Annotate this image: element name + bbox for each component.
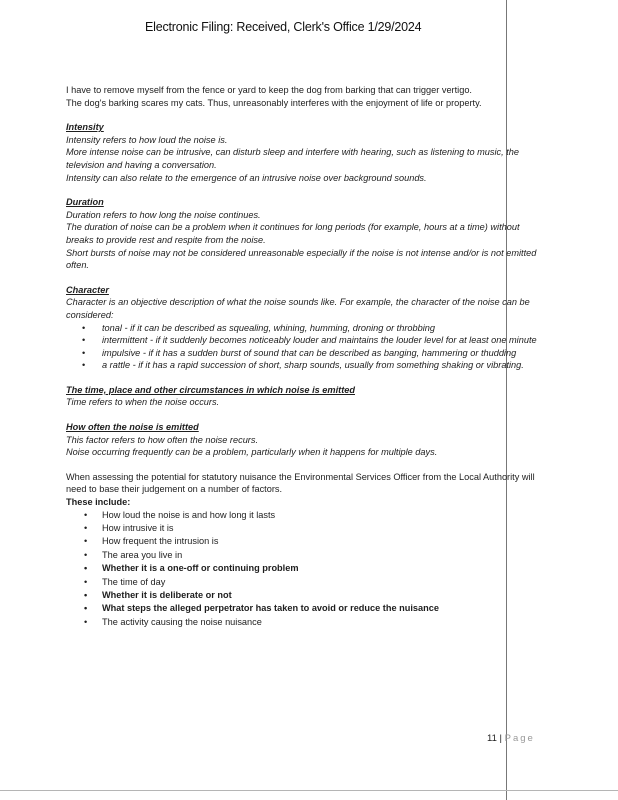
filing-stamp-header: Electronic Filing: Received, Clerk's Office 1/29/2024 bbox=[145, 20, 422, 34]
list-item-text: a rattle - if it has a rapid succession of short, sharp sounds, usually from something shaking or vibrating. bbox=[102, 360, 524, 371]
duration-section bbox=[66, 196, 546, 272]
these-include-label: These include: bbox=[66, 497, 131, 508]
bullet-icon: • bbox=[84, 590, 88, 601]
list-item bbox=[82, 359, 546, 372]
list-item-text: How frequent the intrusion is bbox=[102, 536, 219, 547]
page-number: 11 bbox=[487, 733, 497, 744]
list-item-text: How loud the noise is and how long it lasts bbox=[102, 509, 276, 520]
intro-line-2: The dog's barking scares my cats. Thus, unreasonably interferes with the enjoyment of life or property. bbox=[66, 97, 482, 108]
intensity-line: Intensity can also relate to the emergence of an intrusive noise over background sounds. bbox=[66, 172, 427, 183]
list-item bbox=[84, 576, 546, 589]
bullet-icon: • bbox=[84, 576, 88, 587]
list-item-text: The activity causing the noise nuisance bbox=[102, 616, 262, 627]
list-item-text: Whether it is deliberate or not bbox=[102, 590, 232, 601]
page-body bbox=[66, 84, 546, 629]
list-item-text: The time of day bbox=[102, 576, 166, 587]
list-item-text: tonal - if it can be described as squealing, whining, humming, droning or throbbing bbox=[102, 322, 435, 333]
bullet-icon: • bbox=[82, 335, 86, 346]
bullet-icon: • bbox=[82, 360, 86, 371]
time-place-line: Time refers to when the noise occurs. bbox=[66, 397, 220, 408]
bullet-icon: • bbox=[84, 536, 88, 547]
character-title: Character bbox=[66, 284, 109, 295]
bullet-icon: • bbox=[84, 509, 88, 520]
bullet-icon: • bbox=[82, 347, 86, 358]
list-item bbox=[82, 322, 546, 335]
assessment-intro: When assessing the potential for statutory nuisance the Environmental Services Officer from the Local Authority will need to base their judgement on a number of factors. bbox=[66, 471, 535, 495]
page-footer bbox=[487, 733, 535, 744]
list-item bbox=[84, 589, 546, 602]
list-item-text: impulsive - if it has a sudden burst of sound that can be described as banging, hammering or thudding bbox=[102, 347, 517, 358]
intensity-line: Intensity refers to how loud the noise is. bbox=[66, 134, 228, 145]
how-often-section bbox=[66, 421, 546, 459]
list-item-text: What steps the alleged perpetrator has taken to avoid or reduce the nuisance bbox=[102, 603, 439, 614]
duration-line: Short bursts of noise may not be considered unreasonable especially if the noise is not intense and/or is not emitted often. bbox=[66, 247, 537, 271]
character-list bbox=[66, 322, 546, 372]
list-item-text: Whether it is a one-off or continuing problem bbox=[102, 563, 299, 574]
bullet-icon: • bbox=[82, 322, 86, 333]
list-item bbox=[84, 509, 546, 522]
list-item bbox=[84, 602, 546, 615]
scan-bottom-line bbox=[0, 790, 618, 791]
list-item-text: How intrusive it is bbox=[102, 523, 174, 534]
duration-title: Duration bbox=[66, 197, 104, 208]
list-item bbox=[82, 334, 546, 347]
list-item bbox=[84, 562, 546, 575]
assessment-section bbox=[66, 471, 546, 629]
bullet-icon: • bbox=[84, 563, 88, 574]
list-item bbox=[84, 616, 546, 629]
list-item bbox=[84, 549, 546, 562]
list-item bbox=[84, 522, 546, 535]
bullet-icon: • bbox=[84, 523, 88, 534]
intro-line-1: I have to remove myself from the fence or yard to keep the dog from barking that can trigger vertigo. bbox=[66, 85, 472, 95]
list-item-text: intermittent - if it suddenly becomes noticeably louder and maintains the louder level for at least one minute bbox=[102, 335, 537, 346]
how-often-title: How often the noise is emitted bbox=[66, 422, 199, 433]
intensity-line: More intense noise can be intrusive, can disturb sleep and interfere with hearing, such as listening to music, the television and having a conversation. bbox=[66, 147, 519, 170]
factors-list bbox=[66, 509, 546, 630]
how-often-line: This factor refers to how often the noise recurs. bbox=[66, 434, 259, 445]
footer-separator: | bbox=[499, 733, 502, 744]
intensity-section bbox=[66, 121, 546, 184]
intensity-title: Intensity bbox=[66, 122, 104, 133]
duration-line: The duration of noise can be a problem when it continues for long periods (for example, hours at a time) without breaks to provide rest and respite from the noise. bbox=[66, 222, 520, 245]
character-section bbox=[66, 284, 546, 372]
list-item bbox=[82, 347, 546, 360]
character-intro: Character is an objective description of what the noise sounds like. For example, the character of the noise can be considered: bbox=[66, 297, 530, 320]
bullet-icon: • bbox=[84, 603, 88, 614]
bullet-icon: • bbox=[84, 549, 88, 560]
duration-line: Duration refers to how long the noise continues. bbox=[66, 209, 261, 220]
list-item bbox=[84, 535, 546, 548]
time-place-section bbox=[66, 384, 546, 409]
page-label: Page bbox=[504, 733, 535, 744]
list-item-text: The area you live in bbox=[102, 549, 183, 560]
how-often-line: Noise occurring frequently can be a problem, particularly when it happens for multiple days. bbox=[66, 447, 438, 458]
time-place-title: The time, place and other circumstances in which noise is emitted bbox=[66, 384, 355, 395]
bullet-icon: • bbox=[84, 616, 88, 627]
